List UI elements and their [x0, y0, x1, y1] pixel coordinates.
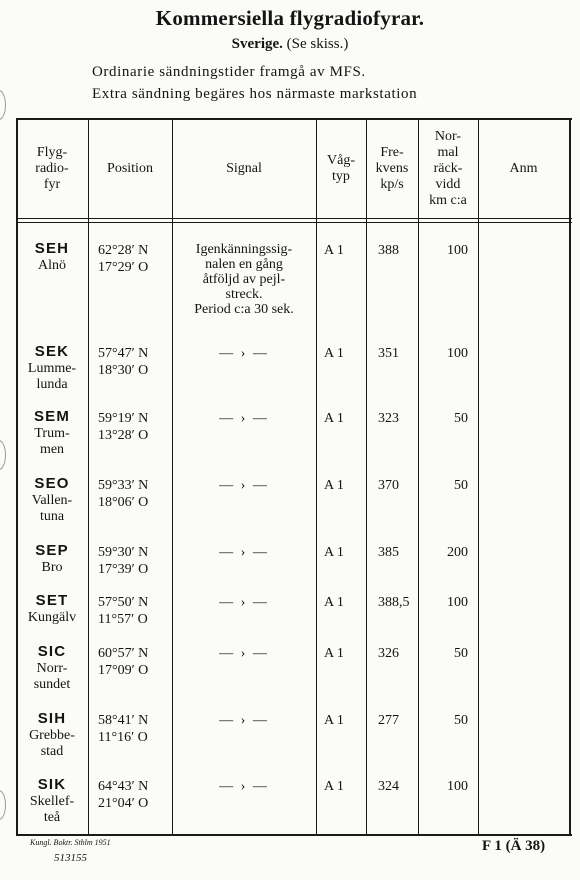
longitude: 17°39′ O — [98, 562, 149, 577]
position-cell — [98, 477, 172, 511]
wave-type: A 1 — [324, 646, 344, 661]
frequency: 388,5 — [378, 595, 410, 610]
signal-ditto: — › — — [219, 713, 269, 728]
signal-ditto: — › — — [219, 595, 269, 610]
beacon-cell — [16, 475, 88, 525]
col-header-anm: Anm — [509, 161, 538, 176]
beacon-place: Bro — [41, 560, 63, 575]
page-title: Kommersiella flygradiofyrar. — [155, 6, 425, 30]
frequency: 324 — [378, 779, 399, 794]
col-header-frekvens: Fre- kvens kp/s — [375, 145, 409, 192]
frequency: 370 — [378, 478, 399, 493]
wave-type: A 1 — [324, 346, 344, 361]
frequency: 351 — [378, 346, 399, 361]
frequency: 277 — [378, 713, 399, 728]
signal-cell — [174, 712, 314, 729]
signal-ditto: — › — — [219, 646, 269, 661]
beacon-cell — [16, 408, 88, 458]
beacon-cell — [16, 592, 88, 626]
beacon-place: tuna — [39, 509, 65, 524]
range: 100 — [447, 779, 468, 794]
binding-mark — [0, 790, 6, 820]
signal-ditto: — › — — [219, 478, 269, 493]
signal-line: Period c:a 30 sek. — [194, 302, 294, 317]
beacon-place: Trum- — [34, 426, 70, 441]
range: 50 — [454, 713, 468, 728]
range: 100 — [447, 243, 468, 258]
beacon-place: Kungälv — [27, 610, 77, 625]
beacon-table — [16, 118, 572, 836]
note-line-1: Ordinarie sändningstider framgå av MFS. — [92, 64, 366, 80]
longitude: 18°30′ O — [98, 363, 149, 378]
binding-mark — [0, 90, 6, 120]
longitude: 17°09′ O — [98, 663, 149, 678]
country-label: Sverige. — [231, 36, 283, 52]
wave-type: A 1 — [324, 243, 344, 258]
beacon-place: Grebbe- — [29, 728, 75, 743]
position-cell — [98, 345, 172, 379]
print-number: 513155 — [54, 852, 87, 864]
signal-cell — [174, 645, 314, 662]
signal-cell — [174, 594, 314, 611]
latitude: 57°47′ N — [98, 346, 149, 361]
position-cell — [98, 594, 172, 628]
beacon-code: SEM — [33, 408, 71, 425]
beacon-code: SEK — [34, 343, 70, 360]
frequency: 388 — [378, 243, 399, 258]
printer-note: Kungl. Boktr. Sthlm 1951 — [30, 838, 111, 847]
frequency: 385 — [378, 545, 399, 560]
longitude: 17°29′ O — [98, 260, 149, 275]
beacon-place: Vallen- — [31, 493, 73, 508]
beacon-place: teå — [43, 810, 61, 825]
range: 100 — [447, 595, 468, 610]
beacon-place: sundet — [33, 677, 71, 692]
beacon-code: SEP — [35, 542, 69, 559]
latitude: 59°33′ N — [98, 478, 149, 493]
signal-cell — [174, 544, 314, 561]
signal-cell — [174, 410, 314, 427]
beacon-code: SEH — [34, 240, 70, 257]
wave-type: A 1 — [324, 545, 344, 560]
signal-ditto: — › — — [219, 411, 269, 426]
signal-ditto: — › — — [219, 346, 269, 361]
wave-type: A 1 — [324, 411, 344, 426]
country-note: (Se skiss.) — [286, 36, 349, 52]
signal-line: nalen en gång — [205, 257, 283, 272]
signal-ditto: — › — — [219, 779, 269, 794]
beacon-place: Alnö — [38, 258, 66, 273]
beacon-code: SIK — [37, 776, 67, 793]
signal-line: åtföljd av pejl- — [202, 272, 286, 287]
longitude: 11°16′ O — [98, 730, 148, 745]
position-cell — [98, 712, 172, 746]
longitude: 13°28′ O — [98, 428, 149, 443]
beacon-code: SIH — [37, 710, 67, 727]
beacon-code: SEO — [34, 475, 70, 492]
page-reference: F 1 (Ä 38) — [482, 838, 546, 854]
latitude: 58°41′ N — [98, 713, 149, 728]
beacon-place: men — [39, 442, 65, 457]
beacon-code: SET — [35, 592, 69, 609]
beacon-cell — [16, 776, 88, 826]
latitude: 60°57′ N — [98, 646, 149, 661]
beacon-place: Skellef- — [29, 794, 75, 809]
range: 100 — [447, 346, 468, 361]
position-cell — [98, 645, 172, 679]
longitude: 18°06′ O — [98, 495, 149, 510]
beacon-code: SIC — [37, 643, 67, 660]
note-line-2: Extra sändning begäres hos närmaste markstation — [92, 86, 418, 102]
frequency: 326 — [378, 646, 399, 661]
col-header-signal: Signal — [226, 161, 262, 176]
beacon-place: lunda — [36, 377, 68, 392]
signal-cell — [174, 778, 314, 795]
page-subtitle — [0, 36, 580, 53]
position-cell — [98, 410, 172, 444]
wave-type: A 1 — [324, 478, 344, 493]
binding-mark — [0, 440, 6, 470]
wave-type: A 1 — [324, 595, 344, 610]
longitude: 11°57′ O — [98, 612, 148, 627]
col-header-position: Position — [107, 161, 153, 176]
wave-type: A 1 — [324, 713, 344, 728]
position-cell — [98, 778, 172, 812]
position-cell — [98, 544, 172, 578]
beacon-cell — [16, 240, 88, 274]
col-header-vagtyp: Våg- typ — [327, 153, 355, 184]
beacon-place: Norr- — [36, 661, 68, 676]
longitude: 21°04′ O — [98, 796, 149, 811]
latitude: 57°50′ N — [98, 595, 149, 610]
latitude: 64°43′ N — [98, 779, 149, 794]
latitude: 59°19′ N — [98, 411, 149, 426]
latitude: 59°30′ N — [98, 545, 149, 560]
signal-cell — [174, 242, 314, 317]
range: 200 — [447, 545, 468, 560]
beacon-place: stad — [40, 744, 64, 759]
col-header-rackvidd: Nor- mal räck- vidd km c:a — [429, 129, 467, 208]
range: 50 — [454, 411, 468, 426]
range: 50 — [454, 478, 468, 493]
frequency: 323 — [378, 411, 399, 426]
beacon-cell — [16, 343, 88, 393]
latitude: 62°28′ N — [98, 243, 149, 258]
signal-cell — [174, 345, 314, 362]
signal-line: streck. — [225, 287, 263, 302]
beacon-cell — [16, 542, 88, 576]
signal-cell — [174, 477, 314, 494]
beacon-cell — [16, 643, 88, 693]
beacon-cell — [16, 710, 88, 760]
position-cell — [98, 242, 172, 276]
signal-ditto: — › — — [219, 545, 269, 560]
wave-type: A 1 — [324, 779, 344, 794]
beacon-place: Lumme- — [27, 361, 77, 376]
col-header-fyr: Flyg- radio- fyr — [35, 145, 69, 192]
range: 50 — [454, 646, 468, 661]
signal-line: Igenkänningssig- — [195, 242, 293, 257]
